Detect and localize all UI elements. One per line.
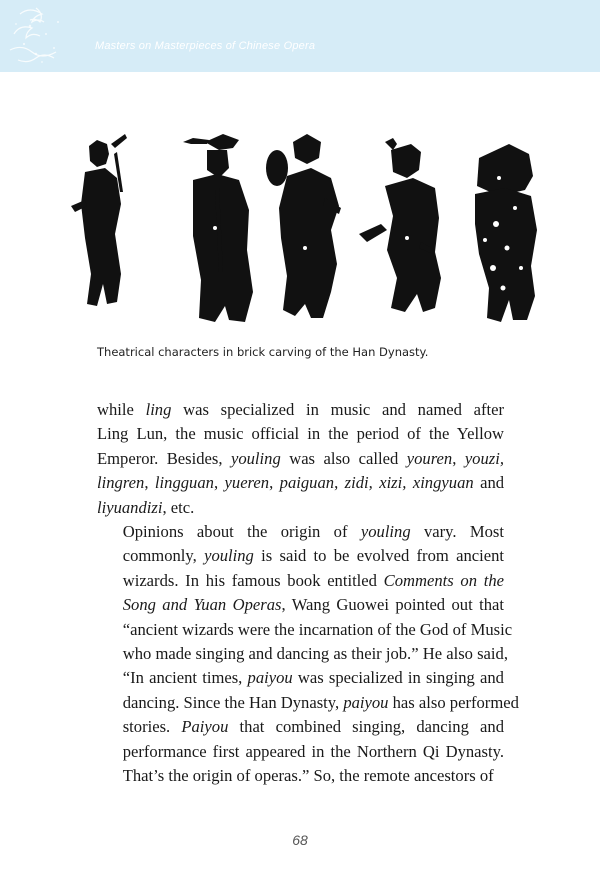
carved-figure-3 <box>266 134 341 318</box>
text-run: , <box>213 473 225 493</box>
text-run: was specialized in singing and <box>292 668 504 688</box>
text-run: “ancient wizards were the incarnation of the God of Music <box>122 619 513 639</box>
text-run: , <box>144 473 155 493</box>
italic-term: yueren <box>224 473 270 493</box>
italic-term: lingren <box>97 473 145 493</box>
text-line <box>97 691 519 715</box>
text-line <box>97 471 504 495</box>
text-run: , <box>452 448 465 468</box>
carved-figure-5 <box>475 144 537 322</box>
text-run: Opinions about the origin of <box>122 522 361 542</box>
text-run: “In ancient times, <box>122 668 248 688</box>
text-run: was specialized in music and named after <box>171 400 504 419</box>
text-line <box>97 544 504 568</box>
text-line <box>97 520 504 544</box>
italic-term: youzi, <box>464 448 504 468</box>
text-run: who made singing and dancing as their job.” He also said, <box>122 644 508 664</box>
italic-term: youling <box>360 522 411 542</box>
body-text <box>97 398 519 789</box>
italic-term: Paiyou <box>181 717 229 737</box>
text-run: dancing. Since the Han Dynasty, <box>122 692 344 712</box>
text-line <box>97 496 504 520</box>
text-run: Emperor. Besides, <box>97 448 231 468</box>
text-line <box>97 715 504 739</box>
text-line <box>97 618 513 642</box>
text-run: is said to be evolved from ancient <box>253 546 504 566</box>
text-line <box>97 593 504 617</box>
text-run: commonly, <box>122 546 205 566</box>
italic-term: lingguan <box>154 473 214 493</box>
figure-caption: Theatrical characters in brick carving of the Han Dynasty. <box>97 345 429 359</box>
text-run: performance first appeared in the Northern Qi Dynasty. <box>122 741 504 761</box>
text-line <box>97 666 504 690</box>
text-run: , <box>269 473 280 493</box>
text-run: was also called <box>280 448 407 468</box>
italic-term: youren <box>406 448 453 468</box>
text-run: stories. <box>122 717 182 737</box>
text-line <box>97 740 504 764</box>
paragraph-2 <box>97 520 519 788</box>
carved-figure-1 <box>71 134 127 306</box>
header-band <box>0 0 600 72</box>
text-run: , etc. <box>162 497 195 517</box>
page-number: 68 <box>292 832 308 848</box>
text-line <box>97 447 504 471</box>
text-line <box>97 642 508 666</box>
italic-term: paiyou <box>247 668 293 688</box>
text-run: , <box>334 473 345 493</box>
text-run: wizards. In his famous book entitled <box>122 570 384 590</box>
text-run: , Wang Guowei pointed out that <box>281 595 504 615</box>
text-line <box>97 398 504 422</box>
text-line <box>97 764 504 788</box>
italic-term: ling <box>145 400 172 419</box>
text-run: and <box>473 473 505 493</box>
italic-term: Song and Yuan Operas <box>122 595 282 615</box>
italic-term: paiguan <box>279 473 335 493</box>
italic-term: Comments on the <box>383 570 504 590</box>
running-header-title: Masters on Masterpieces of Chinese Opera <box>95 40 316 52</box>
italic-term: liyuandizi <box>97 497 163 517</box>
italic-term: paiyou <box>343 692 389 712</box>
text-run: vary. Most <box>410 522 504 542</box>
text-run: while <box>97 400 146 419</box>
text-run: That’s the origin of operas.” So, the remote ancestors of <box>122 766 494 786</box>
swirl-ornament-icon <box>6 4 76 68</box>
carved-figure-2 <box>183 134 253 322</box>
italic-term: youling <box>230 448 281 468</box>
text-run: Ling Lun, the music official in the period of the Yellow <box>97 424 504 444</box>
brick-carving-figures-image <box>55 128 545 333</box>
carved-figure-4 <box>359 138 441 312</box>
text-line <box>97 569 504 593</box>
text-run: has also performed <box>388 692 519 712</box>
paragraph-1 <box>97 398 504 520</box>
text-line <box>97 422 504 446</box>
italic-term: youling <box>204 546 254 566</box>
italic-term: zidi, xizi, xingyuan <box>344 473 474 493</box>
text-run: that combined singing, dancing and <box>228 717 505 737</box>
